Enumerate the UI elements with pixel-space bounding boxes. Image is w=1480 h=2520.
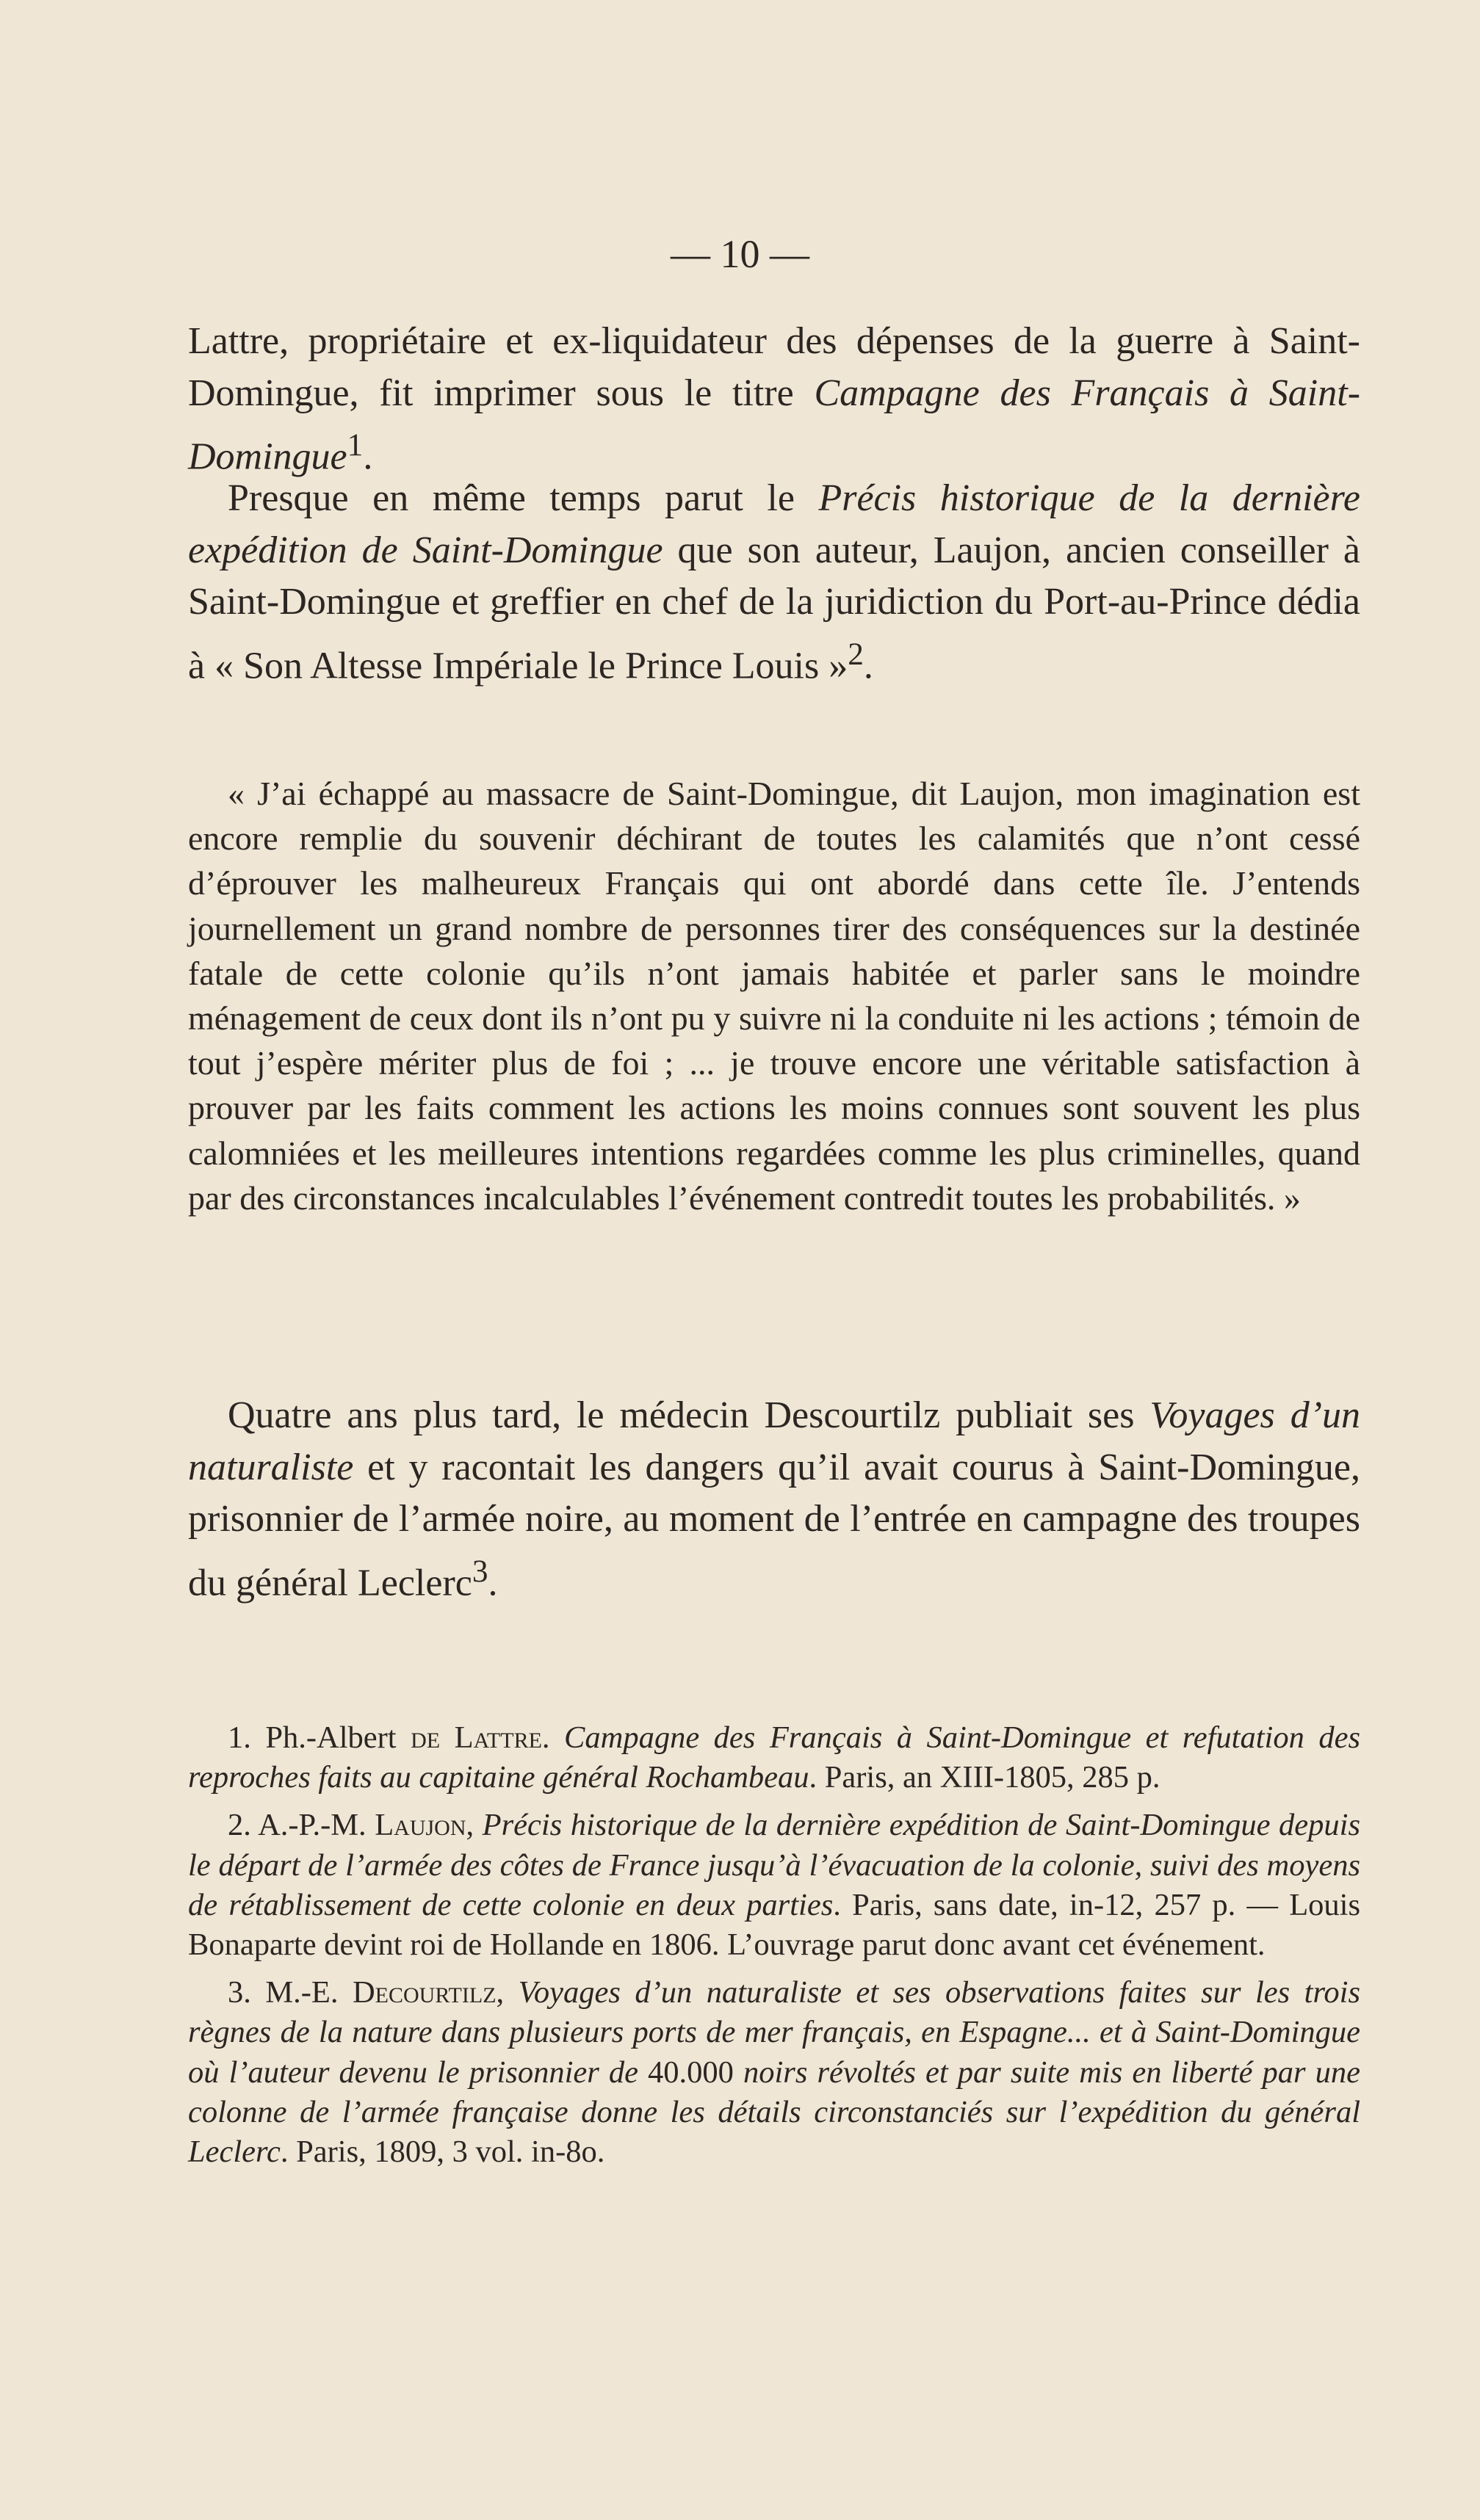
footnote-3-number: 3. (228, 1975, 266, 2010)
footnote-ref-3: 3 (472, 1553, 488, 1589)
footnote-2-title: Précis historique de la dernière expédition de Saint-Domingue depuis le départ de l’armée des côtes de France jusqu’à l’évacuation de la colonie, suivi des moyens de rétablissement de cette colonie en deux parties (188, 1808, 1361, 1922)
footnote-2 (188, 1806, 1360, 1965)
p3-title: Voyages d’un naturaliste (188, 1394, 1361, 1488)
paragraph-2 (188, 473, 1360, 692)
p1-text: Lattre, propriétaire et ex-liquidateur des dépenses de la guerre à Saint-Domingue, fit imprimer sous le titre (188, 320, 1360, 414)
footnote-1 (188, 1718, 1360, 1797)
footnote-ref-1: 1 (347, 427, 364, 463)
footnote-ref-2: 2 (848, 636, 864, 672)
paragraph-1 (188, 316, 1360, 483)
footnote-1-sep: . (541, 1720, 565, 1755)
footnotes (188, 1718, 1360, 2180)
footnote-2-sep: , (466, 1808, 483, 1843)
footnote-3-author-initials: M.-E. (265, 1975, 353, 2010)
footnote-1-author: de Lattre (411, 1720, 542, 1755)
footnote-2-author: Laujon (375, 1808, 466, 1843)
footnote-3-sep: , (496, 1975, 519, 2010)
footnote-1-title: Campagne des Français à Saint-Domingue et refutation des reproches faits au capitaine général Rochambeau (188, 1720, 1360, 1795)
p3-text-b: et y racontait les dangers qu’il avait courus à Saint-Domingue, prisonnier de l’armée noire, au moment de l’entrée en campagne des troupes du général Leclerc (188, 1446, 1360, 1604)
footnote-2-details: . Paris, sans date, in-12, 257 p. — Louis Bonaparte devint roi de Hollande en 1806. L’ouvrage parut donc avant cet événement. (188, 1887, 1361, 1963)
quote-text: « J’ai échappé au massacre de Saint-Domingue, dit Laujon, mon imagination est encore remplie du souvenir déchirant de toutes les calamités que n’ont cessé d’éprouver les malheureux Français qui ont abordé dans cette île. J’entends journellement un grand nombre de personnes tirer des conséquences sur la destinée fatale de cette colonie qu’ils n’ont jamais habitée et parler sans le moindre ménagement de ceux dont ils n’ont pu y suivre ni la conduite ni les actions ; témoin de tout j’espère mériter plus de foi ; ... je trouve encore une véritable satisfaction à prouver par les faits comment les actions les moins connues sont souvent les plus calomniées et les meilleures intentions regardées comme les plus criminelles, quand par des circonstances incalculables l’événement contredit toutes les probabilités. » (188, 775, 1360, 1217)
footnote-3-author: Decourtilz (352, 1975, 497, 2010)
footnote-1-number: 1. (228, 1720, 266, 1755)
p2-title: Précis historique de la dernière expédition de Saint-Domingue (188, 477, 1360, 571)
p2-text-a: Presque en même temps parut le (228, 477, 819, 519)
p1-end: . (363, 435, 373, 478)
p2-text-b: que son auteur, Laujon, ancien conseiller à Saint-Domingue et greffier en chef de la juridiction du Port-au-Prince dédia à « Son Altesse Impériale le Prince Louis » (188, 529, 1360, 687)
p3-end: . (488, 1561, 498, 1604)
footnote-2-number: 2. (228, 1808, 259, 1843)
page-number: — 10 — (671, 232, 809, 276)
footnote-3-details: . Paris, 1809, 3 vol. in-8o. (280, 2135, 605, 2170)
footnote-3-title: Voyages d’un naturaliste et ses observations faites sur les trois règnes de la nature dans plusieurs ports de mer français, en Espagne... et à Saint-Domingue où l’auteur devenu le prisonnier de (188, 1975, 1361, 2090)
footnote-3-title-cont: noirs révoltés et par suite mis en liberté par une colonne de l’armée française donne les détails circonstanciés sur l’expédition du général Leclerc (188, 2054, 1360, 2170)
p1-title: Campagne des Français à Saint-Domingue (188, 372, 1361, 478)
block-quote (188, 771, 1360, 1220)
footnote-3-title-number: 40.000 (648, 2054, 734, 2090)
footnote-1-details: . Paris, an XIII-1805, 285 p. (809, 1760, 1160, 1795)
paragraph-3 (188, 1390, 1360, 1609)
footnote-3 (188, 1973, 1360, 2172)
footnote-1-author-initials: Ph.-Albert (265, 1720, 411, 1755)
p2-end: . (863, 644, 873, 687)
footnote-2-author-initials: A.-P.-M. (258, 1808, 375, 1843)
p3-text-a: Quatre ans plus tard, le médecin Descourtilz publiait ses (228, 1394, 1150, 1436)
